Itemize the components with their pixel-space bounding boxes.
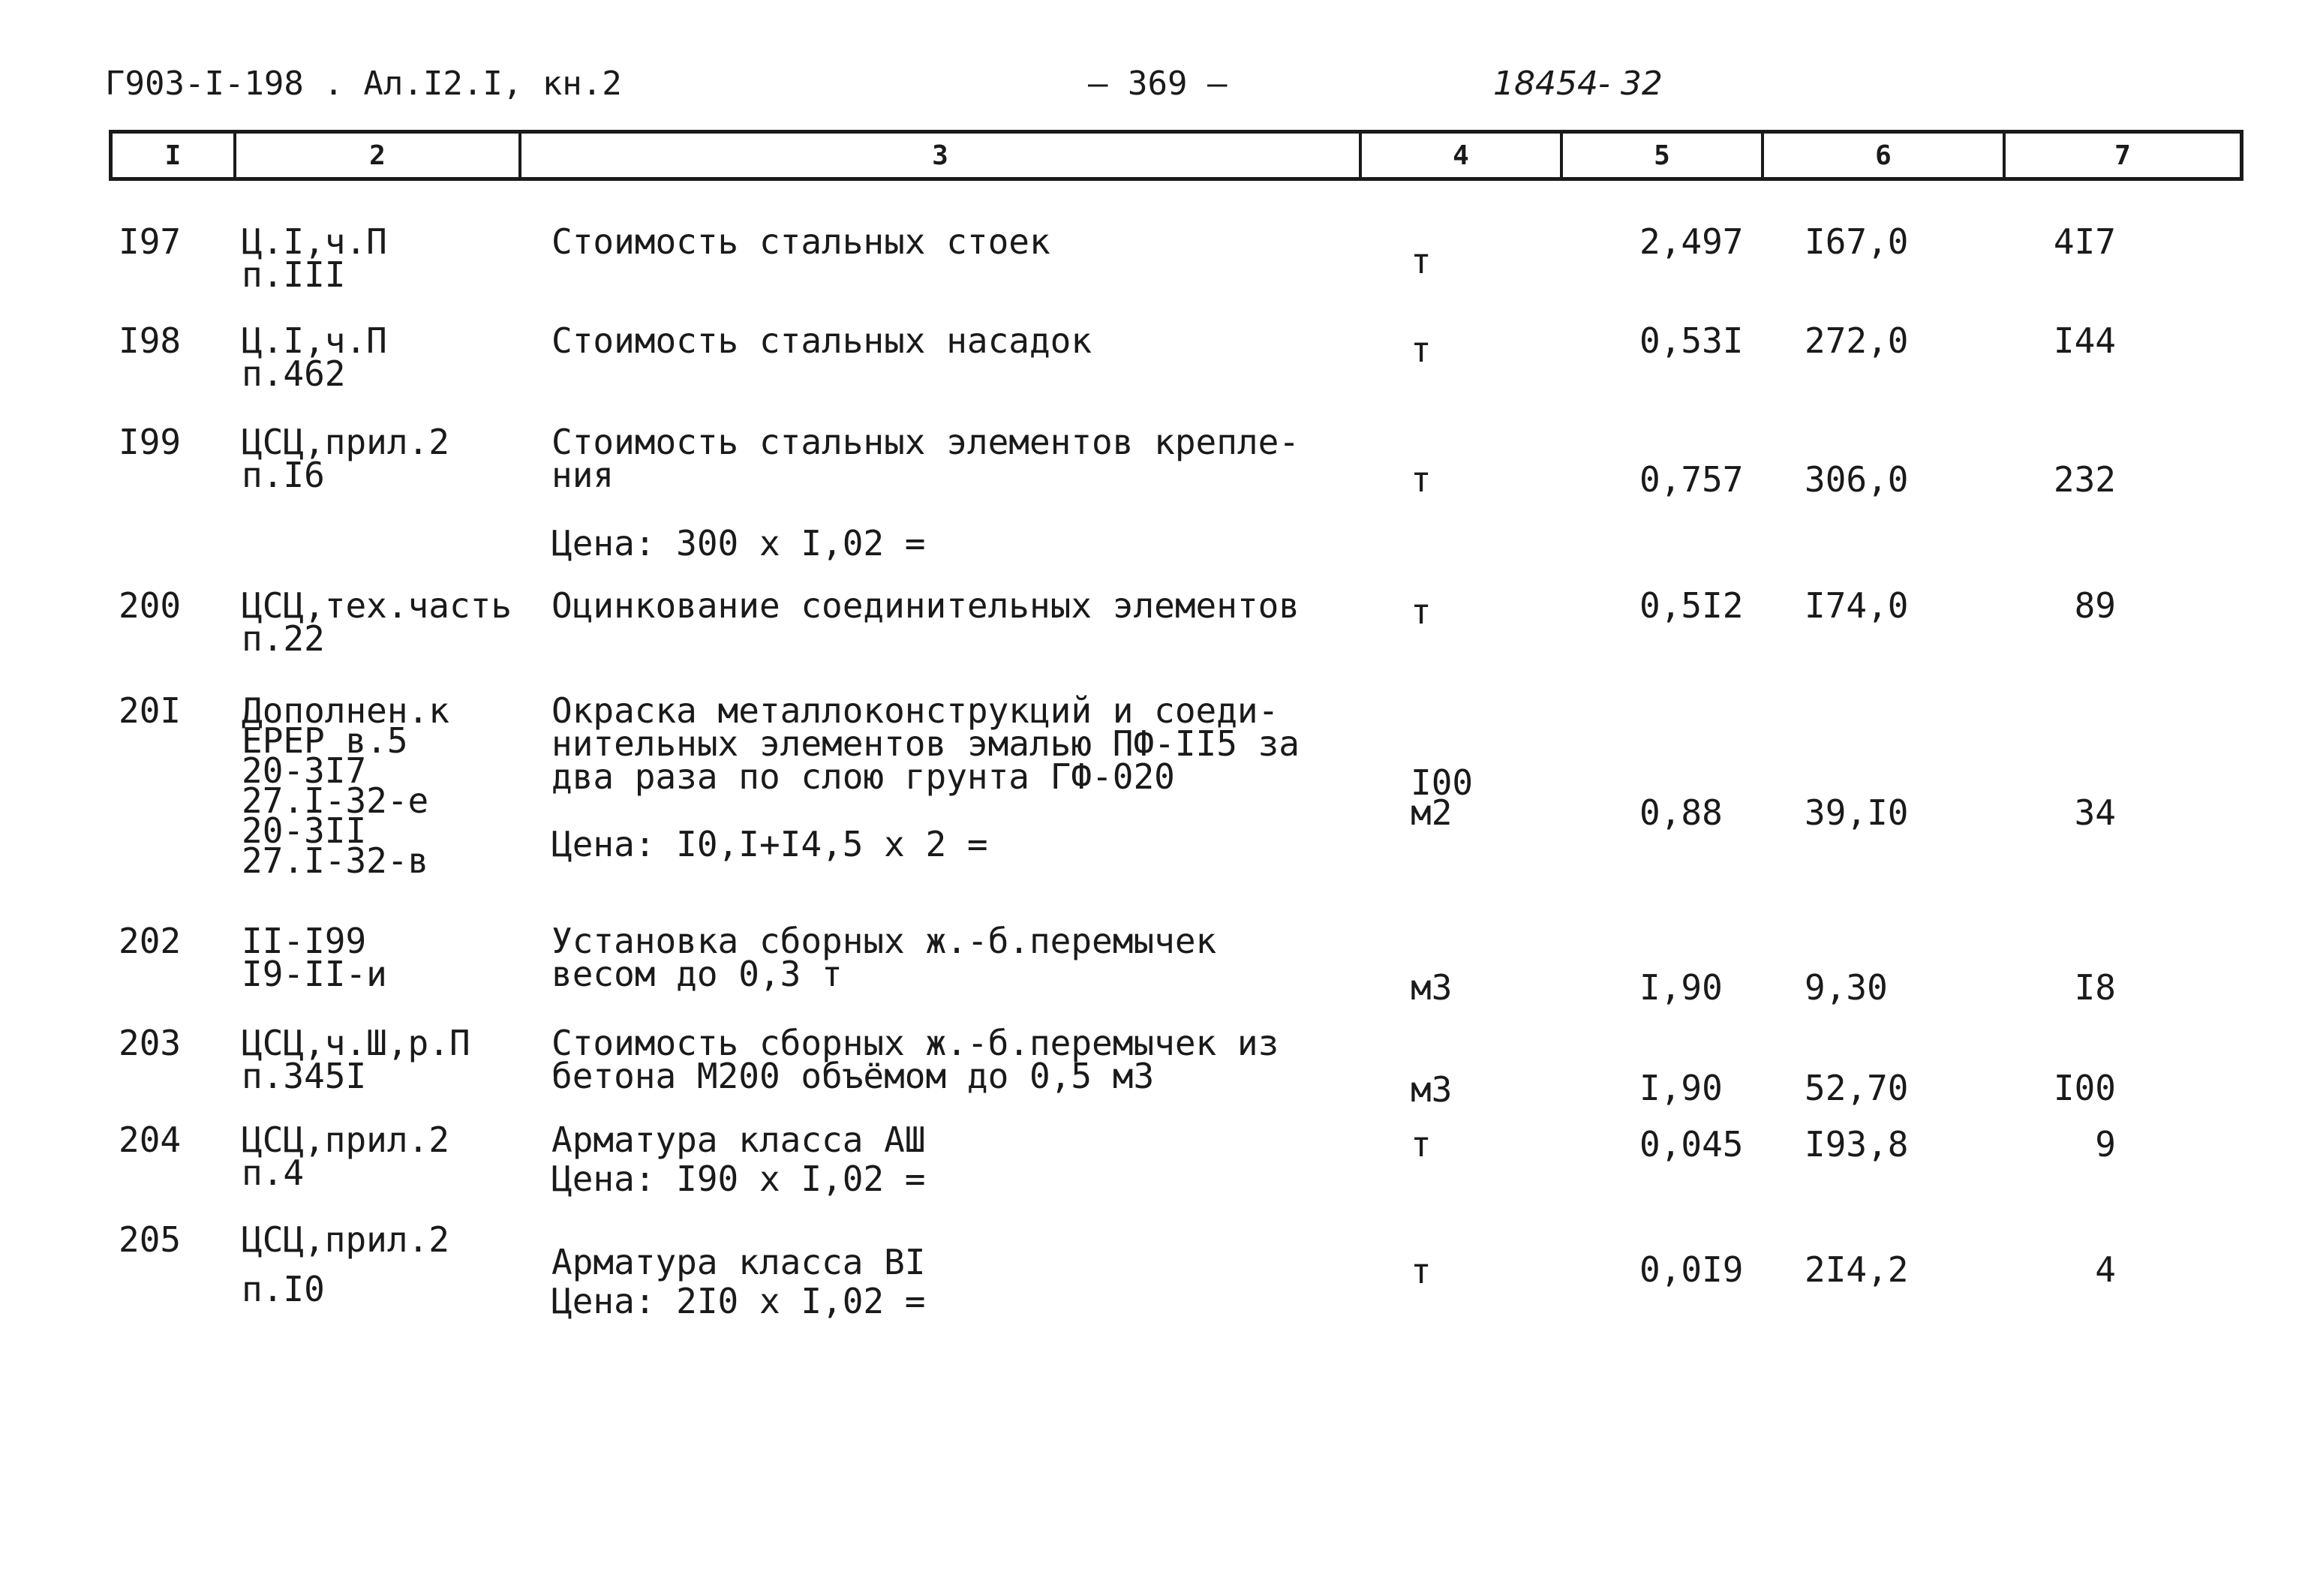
row-number: 203 [119,1023,182,1063]
total-cost: 34 [2074,792,2116,833]
unit-of-measure: I00 [1411,762,1474,803]
column-header-3: 3 [521,134,1362,177]
unit-of-measure: т [1411,1124,1432,1165]
column-header-5: 5 [1563,134,1764,177]
description-line: бетона М200 объёмом до 0,5 м3 [551,1056,1155,1096]
reference-line: 20-3I7 [242,750,367,791]
reference-line: ЦСЦ,тех.часть [242,585,512,626]
description-line: ния [551,455,615,495]
unit-of-measure: т [1411,1251,1432,1291]
unit-of-measure: т [1411,329,1432,370]
unit-cost: 272,0 [1805,320,1909,361]
total-cost: I00 [2053,1068,2116,1108]
price-formula: Цена: I90 x I,02 = [551,1159,926,1199]
reference-line: Ц.I,ч.П [242,320,387,361]
unit-of-measure: м3 [1411,967,1453,1008]
description-line: Стоимость стальных элементов крепле- [551,422,1300,462]
description-line: Окраска металлоконструкций и соеди- [551,690,1279,731]
description-line: Арматура класса АШ [551,1120,926,1160]
reference-line: ЦСЦ,прил.2 [242,1120,449,1160]
quantity: 0,045 [1639,1124,1744,1165]
unit-cost: 306,0 [1805,459,1909,500]
total-cost: 89 [2074,585,2116,626]
price-formula: Цена: 300 x I,02 = [551,523,926,564]
reference-line: п.345I [242,1056,367,1096]
unit-cost: I67,0 [1805,221,1909,262]
quantity: I,90 [1639,1068,1723,1108]
description-line: Стоимость стальных стоек [551,221,1050,262]
inventory-number: 18454- 32 [1493,65,1663,103]
reference-line: п.462 [242,353,346,394]
unit-cost: I93,8 [1805,1124,1909,1165]
unit-cost: I74,0 [1805,585,1909,626]
reference-line: Ц.I,ч.П [242,221,387,262]
reference-line: ЦСЦ,прил.2 [242,1219,449,1260]
reference-line: п.4 [242,1153,305,1193]
quantity: I,90 [1639,967,1723,1008]
unit-cost: 39,I0 [1805,792,1909,833]
reference-line: Дополнен.к [242,690,449,731]
reference-line: 20-3II [242,810,367,851]
quantity: 0,5I2 [1639,585,1744,626]
reference-line: ЦСЦ,прил.2 [242,422,449,462]
description-line: весом до 0,3 т [551,954,843,994]
reference-line: п.22 [242,618,325,659]
total-cost: 4I7 [2053,221,2116,262]
reference-line: I9-II-и [242,954,387,994]
reference-line: 27.I-32-в [242,840,429,881]
column-header-6: 6 [1764,134,2006,177]
price-formula: Цена: I0,I+I4,5 x 2 = [551,824,988,864]
row-number: 205 [119,1219,182,1260]
description-line: нительных элементов эмалью ПФ-II5 за [551,723,1300,764]
column-header-bar [109,130,2243,181]
description-line: Стоимость стальных насадок [551,320,1092,361]
unit-cost: 9,30 [1805,967,1888,1008]
row-number: 202 [119,921,182,961]
unit-cost: 52,70 [1805,1068,1909,1108]
reference-line: 27.I-32-е [242,780,429,821]
row-number: I98 [119,320,182,361]
total-cost: 4 [2095,1249,2116,1290]
description-line: два раза по слою грунта ГФ-020 [551,756,1175,797]
reference-line: ЦСЦ,ч.Ш,р.П [242,1023,470,1063]
unit-of-measure: т [1411,459,1432,500]
column-header-4: 4 [1362,134,1563,177]
reference-line: п.III [242,254,346,295]
row-number: I99 [119,422,182,462]
unit-of-measure: м2 [1411,792,1453,833]
description-line: Оцинкование соединительных элементов [551,585,1300,626]
total-cost: I8 [2074,967,2116,1008]
total-cost: I44 [2053,320,2116,361]
reference-line: п.I6 [242,455,325,495]
unit-of-measure: м3 [1411,1069,1453,1110]
column-header-1: I [113,134,236,177]
reference-line: п.I0 [242,1269,325,1309]
unit-cost: 2I4,2 [1805,1249,1909,1290]
quantity: 2,497 [1639,221,1744,262]
price-formula: Цена: 2I0 x I,02 = [551,1281,926,1321]
row-number: 20I [119,690,182,731]
document-code: Г903-I-198 . Ал.I2.I, кн.2 [105,65,622,103]
quantity: 0,0I9 [1639,1249,1744,1290]
description-line: Стоимость сборных ж.-б.перемычек из [551,1023,1279,1063]
total-cost: 9 [2095,1124,2116,1165]
quantity: 0,88 [1639,792,1723,833]
row-number: I97 [119,221,182,262]
column-header-7: 7 [2114,140,2131,171]
column-header-2: 2 [236,134,521,177]
row-number: 200 [119,585,182,626]
quantity: 0,53I [1639,320,1744,361]
quantity: 0,757 [1639,459,1744,500]
page-number: — 369 — [1088,65,1228,103]
reference-line: II-I99 [242,921,367,961]
description-line: Установка сборных ж.-б.перемычек [551,921,1217,961]
description-line: Арматура класса ВI [551,1242,926,1282]
total-cost: 232 [2053,459,2116,500]
unit-of-measure: т [1411,241,1432,281]
row-number: 204 [119,1120,182,1160]
unit-of-measure: т [1411,591,1432,632]
reference-line: ЕРЕР в.5 [242,720,408,761]
